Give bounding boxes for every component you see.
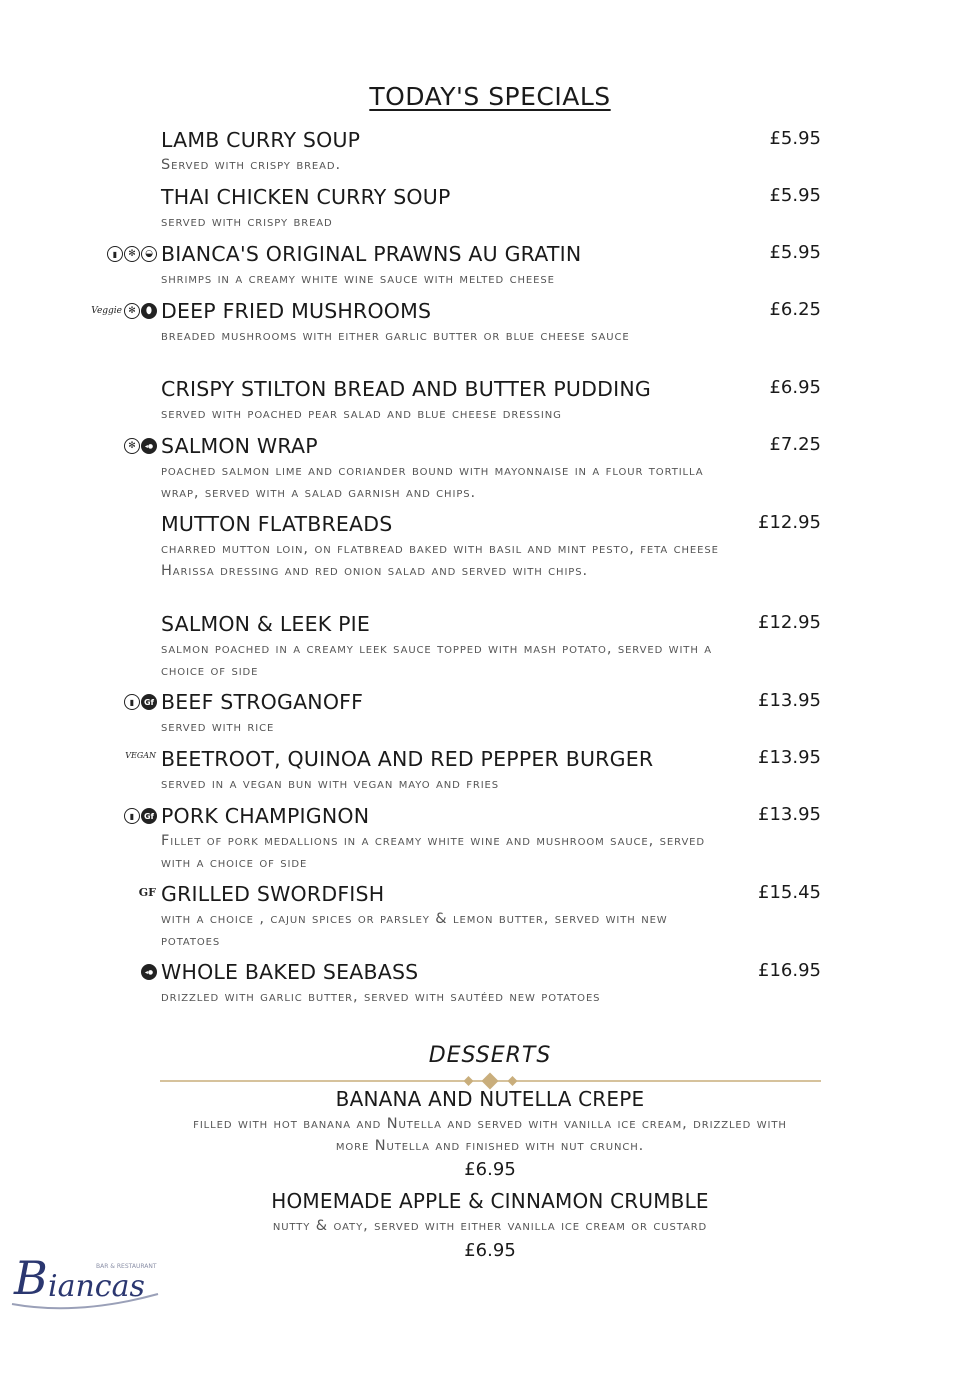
dessert-price: £6.95 — [464, 1159, 516, 1180]
item-price: £12.95 — [758, 512, 821, 533]
menu-item — [0, 242, 980, 292]
gluten-icon: ✻ — [124, 303, 140, 319]
menu-item — [0, 747, 980, 797]
item-price: £13.95 — [758, 690, 821, 711]
menu-item — [0, 690, 980, 740]
item-description: served with rice — [161, 719, 275, 735]
gluten-free-icon: Gf — [141, 694, 157, 710]
item-name: THAI CHICKEN CURRY SOUP — [161, 185, 451, 209]
item-price: £13.95 — [758, 747, 821, 768]
menu-item — [0, 960, 980, 1010]
item-price: £15.45 — [758, 882, 821, 903]
item-description: Served with crispy bread. — [161, 157, 341, 173]
dessert-description: filled with hot banana and Nutella and served with vanilla ice cream, drizzled with more Nutella and finished with nut crunch. — [193, 1116, 787, 1154]
menu-item — [0, 512, 980, 606]
lactose-icon: ▮ — [124, 808, 140, 824]
item-price: £5.95 — [769, 185, 821, 206]
gluten-icon: ✻ — [124, 438, 140, 454]
desserts-heading: DESSERTS — [428, 1043, 552, 1068]
item-price: £16.95 — [758, 960, 821, 981]
item-name: GRILLED SWORDFISH — [161, 882, 385, 906]
gluten-free-icon: Gf — [141, 808, 157, 824]
dessert-name: BANANA AND NUTELLA CREPE — [335, 1087, 645, 1111]
item-price: £6.95 — [769, 377, 821, 398]
veggie-icon: Veggie — [91, 306, 122, 316]
item-name: SALMON & LEEK PIE — [161, 612, 371, 636]
item-description: charred mutton loin, on flatbread baked with basil and mint pesto, feta cheese Harissa dressing and red onion salad and served with chips. — [161, 541, 719, 579]
item-description: Fillet of pork medallions in a creamy white wine and mushroom sauce, served with a choice of side — [161, 833, 706, 871]
svg-text:iancas: iancas — [48, 1269, 145, 1304]
item-name: CRISPY STILTON BREAD AND BUTTER PUDDING — [161, 377, 651, 401]
dessert-name: HOMEMADE APPLE & CINNAMON CRUMBLE — [271, 1189, 709, 1213]
dietary-icons — [91, 303, 157, 319]
item-name: DEEP FRIED MUSHROOMS — [161, 299, 432, 323]
menu-item — [0, 434, 980, 506]
gf-text-icon: GF — [138, 886, 156, 899]
item-description: drizzled with garlic butter, served with sautéed new potatoes — [161, 989, 601, 1005]
item-name: LAMB CURRY SOUP — [161, 128, 361, 152]
item-description: poached salmon lime and coriander bound with mayonnaise in a flour tortilla wrap, served with a salad garnish and chips. — [161, 463, 704, 501]
item-price: £12.95 — [758, 612, 821, 633]
menu-item — [0, 128, 980, 178]
menu-item — [0, 804, 980, 876]
biancas-logo — [8, 1244, 170, 1314]
dietary-icons — [124, 694, 157, 710]
item-name: WHOLE BAKED SEABASS — [161, 960, 419, 984]
item-description: breaded mushrooms with either garlic butter or blue cheese sauce — [161, 328, 630, 344]
item-price: £6.25 — [769, 299, 821, 320]
menu-item — [0, 882, 980, 954]
dessert-item — [0, 1087, 980, 1180]
dietary-icons — [141, 964, 157, 980]
dietary-icons — [125, 751, 157, 760]
dietary-icons — [107, 246, 157, 262]
item-price: £5.95 — [769, 128, 821, 149]
dessert-price: £6.95 — [464, 1239, 516, 1261]
menu-item — [0, 185, 980, 235]
item-price: £13.95 — [758, 804, 821, 825]
item-name: BIANCA'S ORIGINAL PRAWNS AU GRATIN — [161, 242, 582, 266]
item-name: BEETROOT, QUINOA AND RED PEPPER BURGER — [161, 747, 654, 771]
item-description: shrimps in a creamy white wine sauce with melted cheese — [161, 271, 555, 287]
lactose-icon: ▮ — [124, 694, 140, 710]
item-description: salmon poached in a creamy leek sauce topped with mash potato, served with a choice of side — [161, 641, 712, 679]
item-name: BEEF STROGANOFF — [161, 690, 364, 714]
crustacean-icon: ◒ — [141, 246, 157, 262]
menu-item — [0, 377, 980, 427]
item-name: PORK CHAMPIGNON — [161, 804, 370, 828]
dessert-description: nutty & oaty, served with either vanilla ice cream or custard — [272, 1218, 708, 1234]
svg-text:BAR & RESTAURANT: BAR & RESTAURANT — [96, 1263, 157, 1270]
dietary-icons — [139, 886, 157, 899]
dietary-icons — [124, 808, 157, 824]
fish-icon: ◂● — [141, 438, 157, 454]
item-price: £5.95 — [769, 242, 821, 263]
item-description: served in a vegan bun with vegan mayo and fries — [161, 776, 500, 792]
item-price: £7.25 — [769, 434, 821, 455]
item-name: SALMON WRAP — [161, 434, 318, 458]
menu-item — [0, 612, 980, 684]
egg-icon: ⬮ — [141, 303, 157, 319]
item-description: with a choice , cajun spices or parsley & lemon butter, served with new potatoes — [161, 911, 668, 949]
page-title: TODAY'S SPECIALS — [369, 82, 611, 111]
item-description: served with crispy bread — [161, 214, 333, 230]
menu-item — [0, 299, 980, 371]
vegan-icon: VEGAN — [125, 751, 156, 760]
item-name: MUTTON FLATBREADS — [161, 512, 393, 536]
item-description: served with poached pear salad and blue cheese dressing — [161, 406, 562, 422]
svg-text:B: B — [14, 1251, 48, 1305]
dietary-icons — [124, 438, 157, 454]
lactose-icon: ▮ — [107, 246, 123, 262]
gluten-icon: ✻ — [124, 246, 140, 262]
fish-icon: ◂● — [141, 964, 157, 980]
